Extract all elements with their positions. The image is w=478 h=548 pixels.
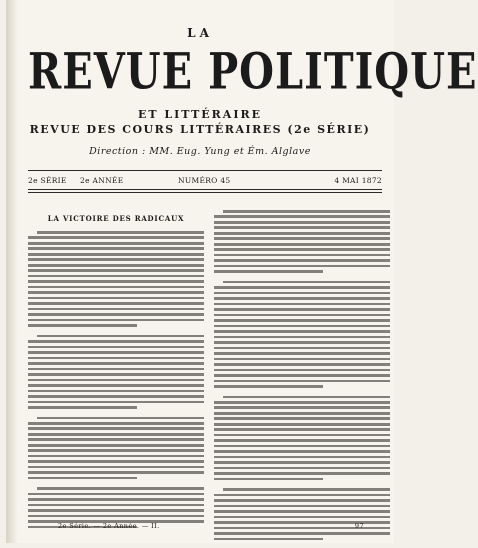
text-line: [28, 258, 204, 261]
text-line: [28, 319, 204, 322]
text-line: [214, 385, 323, 388]
text-line: [28, 444, 204, 447]
text-line: [37, 487, 204, 490]
page-number: 97: [354, 522, 364, 530]
text-line: [214, 472, 390, 475]
text-line: [214, 221, 390, 224]
text-line: [28, 427, 204, 430]
issue-meta-row: [28, 176, 382, 188]
text-line: [28, 308, 204, 311]
text-line: [223, 281, 390, 284]
text-line: [214, 445, 390, 448]
text-line: [214, 265, 390, 268]
newspaper-page: [6, 0, 478, 543]
text-line: [28, 275, 204, 278]
text-line: [214, 505, 390, 508]
text-line: [214, 286, 390, 289]
header-rule-bottom: [28, 189, 382, 190]
text-line: [214, 439, 390, 442]
text-line: [28, 395, 204, 398]
text-line: [214, 510, 390, 513]
text-line: [28, 401, 204, 404]
text-line: [214, 308, 390, 311]
text-line: [214, 401, 390, 404]
text-line: [28, 286, 204, 289]
text-line: [28, 253, 204, 256]
text-line: [214, 226, 390, 229]
text-line: [214, 369, 390, 372]
text-line: [28, 438, 204, 441]
text-line: [28, 291, 204, 294]
text-line: [214, 412, 390, 415]
text-line: [28, 351, 204, 354]
text-line: [28, 324, 137, 327]
issue-date: 4 MAI 1872: [334, 176, 382, 185]
text-line: [214, 259, 390, 262]
masthead-prefix: LA: [187, 26, 213, 40]
text-line: [214, 532, 390, 535]
text-line: [214, 374, 390, 377]
text-line: [28, 236, 204, 239]
text-line: [214, 494, 390, 497]
masthead-direction: Direction : MM. Eug. Yung et Ém. Alglave: [89, 146, 311, 157]
article-body-left: [28, 231, 204, 536]
text-line: [28, 362, 204, 365]
text-line: [37, 335, 204, 338]
text-line: [28, 390, 204, 393]
text-line: [28, 302, 204, 305]
paragraph-gap: [214, 543, 390, 548]
text-line: [28, 379, 204, 382]
text-line: [223, 488, 390, 491]
text-line: [28, 264, 204, 267]
text-line: [214, 243, 390, 246]
text-line: [28, 340, 204, 343]
text-line: [28, 515, 204, 518]
text-line: [214, 314, 390, 317]
header-rule-top: [28, 170, 382, 171]
paragraph-gap: [28, 531, 204, 536]
page-binding-shadow: [6, 0, 18, 543]
text-line: [28, 346, 204, 349]
header-rule-double: [28, 192, 382, 193]
text-line: [214, 434, 390, 437]
text-column-right: [214, 204, 390, 522]
text-line: [28, 504, 204, 507]
text-line: [214, 428, 390, 431]
text-line: [214, 358, 390, 361]
text-line: [28, 498, 204, 501]
footer-signature: 2e Série. — 2e Année. — II.: [58, 522, 160, 530]
text-line: [214, 330, 390, 333]
text-line: [214, 347, 390, 350]
text-line: [28, 247, 204, 250]
text-line: [28, 297, 204, 300]
text-line: [214, 478, 323, 481]
text-line: [28, 455, 204, 458]
text-line: [28, 368, 204, 371]
text-column-left: [28, 204, 204, 522]
text-line: [28, 449, 204, 452]
text-line: [214, 467, 390, 470]
text-line: [28, 433, 204, 436]
text-line: [214, 319, 390, 322]
text-line: [214, 215, 390, 218]
text-line: [28, 384, 204, 387]
text-line: [37, 417, 204, 420]
text-line: [28, 460, 204, 463]
text-line: [28, 357, 204, 360]
masthead-title: REVUE POLITIQUE: [28, 42, 478, 101]
text-line: [28, 471, 204, 474]
text-line: [214, 270, 323, 273]
text-line: [214, 417, 390, 420]
text-line: [214, 336, 390, 339]
text-line: [214, 516, 390, 519]
text-line: [214, 303, 390, 306]
text-line: [214, 297, 390, 300]
text-line: [214, 341, 390, 344]
text-line: [28, 509, 204, 512]
text-line: [28, 466, 204, 469]
text-line: [28, 477, 137, 480]
text-line: [214, 423, 390, 426]
text-line: [214, 538, 323, 541]
text-line: [214, 499, 390, 502]
text-line: [214, 456, 390, 459]
text-line: [28, 313, 204, 316]
text-line: [214, 406, 390, 409]
text-line: [214, 450, 390, 453]
issue-year: 2e ANNÉE: [80, 176, 124, 185]
text-line: [214, 248, 390, 251]
text-line: [214, 380, 390, 383]
text-line: [37, 231, 204, 234]
masthead-subtitle: ET LITTÉRAIRE: [138, 108, 262, 121]
article-heading: LA VICTOIRE DES RADICAUX: [47, 214, 185, 223]
text-line: [28, 269, 204, 272]
text-line: [214, 461, 390, 464]
text-line: [214, 325, 390, 328]
text-line: [223, 210, 390, 213]
issue-number: NUMÉRO 45: [178, 176, 231, 185]
text-line: [28, 280, 204, 283]
text-line: [28, 373, 204, 376]
text-line: [28, 422, 204, 425]
masthead-series: REVUE DES COURS LITTÉRAIRES (2e SÉRIE): [29, 123, 371, 136]
text-line: [28, 406, 137, 409]
text-line: [214, 352, 390, 355]
article-body-right: [214, 210, 390, 548]
text-line: [214, 254, 390, 257]
issue-series: 2e SÉRIE: [28, 176, 67, 185]
text-line: [214, 232, 390, 235]
text-line: [28, 242, 204, 245]
text-line: [223, 396, 390, 399]
text-line: [28, 493, 204, 496]
text-line: [214, 237, 390, 240]
text-line: [214, 363, 390, 366]
text-line: [214, 292, 390, 295]
